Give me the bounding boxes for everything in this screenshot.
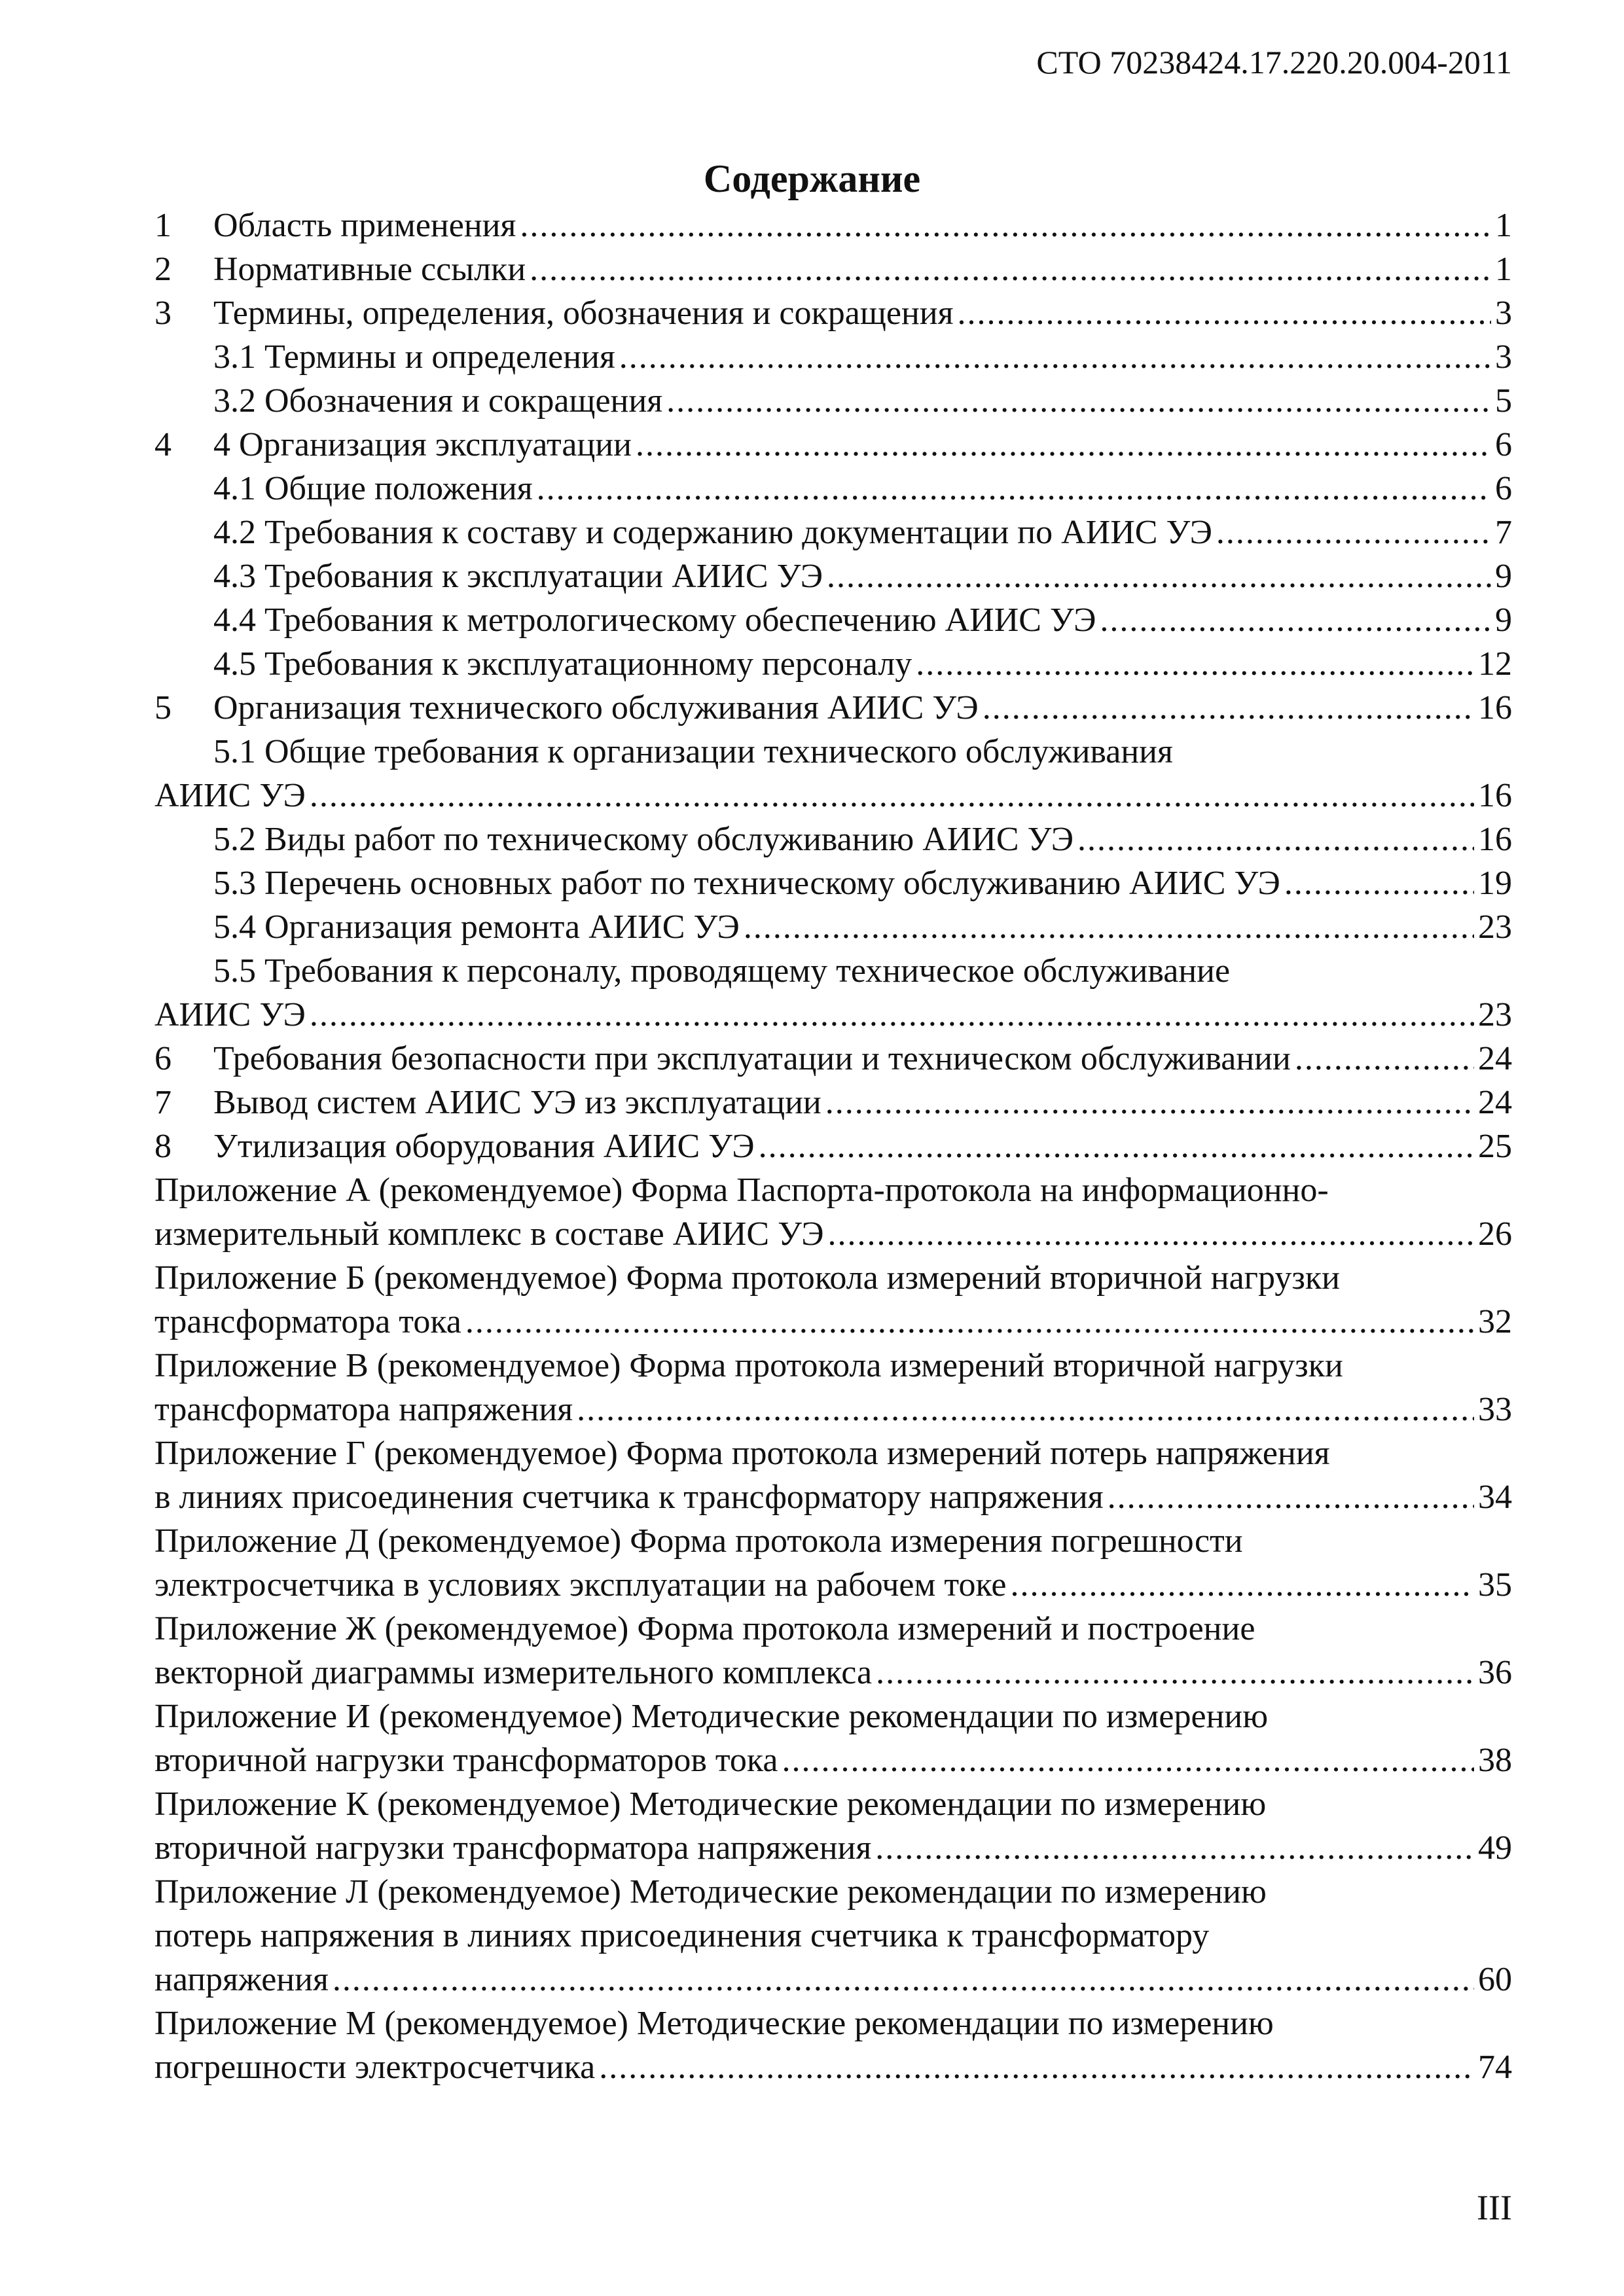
dot-leader [983,686,1474,730]
toc-appendix-title: Приложение Ж (рекомендуемое) Форма протокола измерений и построение [154,1610,1255,1647]
toc-entry-number: 2 [154,251,171,288]
toc-entry[interactable] [154,467,1512,511]
toc-appendix-continuation[interactable] [154,1826,1512,1870]
toc-entry[interactable] [154,686,1512,730]
toc-entry[interactable] [154,861,1512,905]
toc-appendix-title: электросчетчика в условиях эксплуатации на рабочем токе [154,1566,1007,1604]
toc-entry[interactable] [154,949,1512,993]
dot-leader [599,2045,1474,2089]
toc-entry[interactable] [154,291,1512,335]
toc-entry-page: 3 [1495,295,1512,332]
toc-entry[interactable] [154,554,1512,598]
toc-entry-number: 8 [154,1128,171,1165]
toc-entry-title-continuation: АИИС УЭ [154,996,306,1033]
dot-leader [520,204,1491,247]
dot-leader [744,905,1474,949]
toc-appendix-continuation[interactable] [154,1738,1512,1782]
toc-appendix-page: 26 [1478,1215,1512,1253]
toc-entry-title: Требования безопасности при эксплуатации и техническом обслуживании [213,1040,1291,1077]
toc-appendix-entry[interactable] [154,1519,1512,1563]
toc-entry-number: 4 [154,426,171,463]
toc-appendix-entry[interactable] [154,1782,1512,1826]
dot-leader [577,1388,1474,1431]
toc-entry-title: 4 Организация эксплуатации [213,426,632,463]
dot-leader [782,1738,1474,1782]
toc-entry-page: 23 [1478,908,1512,946]
toc-entry-page: 25 [1478,1128,1512,1165]
toc-appendix-title: Приложение Л (рекомендуемое) Методические рекомендации по измерению [154,1873,1267,1910]
toc-appendix-title: в линиях присоединения счетчика к трансформатору напряжения [154,1479,1104,1516]
toc-appendix-page: 49 [1478,1829,1512,1867]
dot-leader [537,467,1491,511]
dot-leader [310,774,1474,817]
toc-entry-page: 12 [1478,645,1512,683]
toc-appendix-continuation[interactable] [154,1958,1512,2001]
dot-leader [1216,511,1491,554]
toc-entry-title: 4.5 Требования к эксплуатационному персоналу [213,645,912,683]
toc-appendix-entry[interactable] [154,1256,1512,1300]
toc-entry-title: 4.4 Требования к метрологическому обеспечению АИИС УЭ [213,601,1096,639]
dot-leader [875,1826,1474,1870]
toc-entry[interactable] [154,1037,1512,1081]
toc-appendix-title: Приложение И (рекомендуемое) Методические рекомендации по измерению [154,1698,1269,1735]
dot-leader [1295,1037,1474,1081]
dot-leader [1108,1475,1474,1519]
page-number: III [1477,2188,1512,2227]
dot-leader [619,335,1491,379]
toc-entry-page: 9 [1495,558,1512,595]
toc-entry-page: 6 [1495,426,1512,463]
toc-entry-title: 4.3 Требования к эксплуатации АИИС УЭ [213,558,823,595]
toc-entry-title: 4.1 Общие положения [213,470,533,507]
toc-entry-title: Нормативные ссылки [213,251,526,288]
toc-entry-page: 9 [1495,601,1512,639]
toc-appendix-entry[interactable] [154,1344,1512,1388]
toc-appendix-title: Приложение М (рекомендуемое) Методические рекомендации по измерению [154,2005,1274,2042]
toc-entry-page: 23 [1478,996,1512,1033]
dot-leader [530,247,1491,291]
dot-leader [828,1212,1474,1256]
toc-entry-title: 5.5 Требования к персоналу, проводящему техническое обслуживание [213,952,1231,990]
toc-appendix-continuation[interactable] [154,1300,1512,1344]
toc-entry-page: 5 [1495,382,1512,420]
toc-entry-title: Вывод систем АИИС УЭ из эксплуатации [213,1084,821,1121]
toc-appendix-continuation[interactable] [154,1914,1512,1958]
toc-entry-continuation[interactable] [154,774,1512,817]
toc-entry-page: 3 [1495,338,1512,376]
toc-appendix-continuation[interactable] [154,2045,1512,2089]
toc-appendix-title: векторной диаграммы измерительного комплекса [154,1654,873,1691]
toc-entry-page: 19 [1478,865,1512,902]
toc-appendix-title: Приложение К (рекомендуемое) Методические рекомендации по измерению [154,1785,1267,1823]
dot-leader [876,1651,1474,1695]
toc-appendix-entry[interactable] [154,1695,1512,1738]
toc-entry-page: 24 [1478,1084,1512,1121]
dot-leader [310,993,1474,1037]
toc-entry-title-continuation: АИИС УЭ [154,777,306,814]
toc-appendix-title: погрешности электросчетчика [154,2049,596,2086]
toc-entry-title: 5.2 Виды работ по техническому обслуживанию АИИС УЭ [213,821,1074,858]
toc-entry-title: Область применения [213,207,516,244]
dot-leader [825,1081,1474,1124]
toc-entry[interactable] [154,247,1512,291]
toc-entry[interactable] [154,730,1512,774]
toc-appendix-title: измерительный комплекс в составе АИИС УЭ [154,1215,824,1253]
toc-appendix-page: 34 [1478,1479,1512,1516]
toc-appendix-page: 35 [1478,1566,1512,1604]
document-code: СТО 70238424.17.220.20.004-2011 [1036,44,1512,81]
dot-leader [1077,817,1474,861]
toc-appendix-title: трансформатора напряжения [154,1391,573,1428]
toc-entry-number: 6 [154,1040,171,1077]
toc-entry[interactable] [154,817,1512,861]
toc-entry-title: 3.2 Обозначения и сокращения [213,382,663,420]
toc-appendix-entry[interactable] [154,1607,1512,1651]
toc-entry-page: 16 [1478,777,1512,814]
dot-leader [1011,1563,1475,1607]
toc-appendix-page: 74 [1478,2049,1512,2086]
toc-entry[interactable] [154,379,1512,423]
toc-appendix-title: потерь напряжения в линиях присоединения счетчика к трансформатору [154,1917,1210,1954]
toc-appendix-entry[interactable] [154,1168,1512,1212]
toc-entry[interactable] [154,905,1512,949]
toc-entry-title: 5.1 Общие требования к организации технического обслуживания [213,733,1173,770]
toc-appendix-title: Приложение Д (рекомендуемое) Форма протокола измерения погрешности [154,1522,1243,1560]
table-of-contents [154,204,1512,2089]
toc-entry-title: 5.4 Организация ремонта АИИС УЭ [213,908,740,946]
dot-leader [759,1124,1474,1168]
toc-entry-number: 1 [154,207,171,244]
toc-appendix-title: Приложение В (рекомендуемое) Форма протокола измерений вторичной нагрузки [154,1347,1343,1384]
toc-appendix-continuation[interactable] [154,1475,1512,1519]
toc-appendix-continuation[interactable] [154,1563,1512,1607]
dot-leader [916,642,1474,686]
dot-leader [1100,598,1491,642]
toc-entry[interactable] [154,1081,1512,1124]
toc-appendix-title: Приложение Г (рекомендуемое) Форма протокола измерений потерь напряжения [154,1435,1330,1472]
toc-entry-page: 6 [1495,470,1512,507]
toc-entry[interactable] [154,1124,1512,1168]
toc-entry-title: 3.1 Термины и определения [213,338,615,376]
page-title: Содержание [703,157,921,200]
dot-leader [1284,861,1474,905]
toc-entry-continuation[interactable] [154,993,1512,1037]
toc-appendix-entry[interactable] [154,1870,1512,1914]
toc-entry-page: 24 [1478,1040,1512,1077]
toc-entry-page: 1 [1495,251,1512,288]
dot-leader [666,379,1491,423]
toc-entry-title: 4.2 Требования к составу и содержанию документации по АИИС УЭ [213,514,1212,551]
toc-appendix-title: трансформатора тока [154,1303,461,1340]
toc-entry-number: 5 [154,689,171,726]
toc-appendix-title: Приложение А (рекомендуемое) Форма Паспорта-протокола на информационно- [154,1172,1329,1209]
toc-appendix-title: вторичной нагрузки трансформаторов тока [154,1742,778,1779]
toc-entry-title: 5.3 Перечень основных работ по техническому обслуживанию АИИС УЭ [213,865,1280,902]
dot-leader [958,291,1491,335]
toc-entry-page: 16 [1478,821,1512,858]
toc-entry-number: 3 [154,295,171,332]
dot-leader [465,1300,1474,1344]
toc-entry[interactable] [154,598,1512,642]
toc-appendix-continuation[interactable] [154,1212,1512,1256]
toc-entry-title: Термины, определения, обозначения и сокращения [213,295,954,332]
toc-appendix-entry[interactable] [154,1431,1512,1475]
dot-leader [827,554,1491,598]
toc-appendix-page: 36 [1478,1654,1512,1691]
toc-entry[interactable] [154,423,1512,467]
toc-entry-page: 16 [1478,689,1512,726]
dot-leader [333,1958,1474,2001]
toc-appendix-page: 33 [1478,1391,1512,1428]
toc-entry[interactable] [154,204,1512,247]
toc-appendix-continuation[interactable] [154,1651,1512,1695]
toc-appendix-page: 38 [1478,1742,1512,1779]
toc-appendix-entry[interactable] [154,2001,1512,2045]
toc-entry-page: 7 [1495,514,1512,551]
toc-appendix-page: 60 [1478,1961,1512,1998]
dot-leader [636,423,1491,467]
toc-entry[interactable] [154,642,1512,686]
toc-appendix-title: Приложение Б (рекомендуемое) Форма протокола измерений вторичной нагрузки [154,1259,1340,1297]
toc-appendix-title: вторичной нагрузки трансформатора напряжения [154,1829,872,1867]
toc-entry[interactable] [154,511,1512,554]
toc-entry-number: 7 [154,1084,171,1121]
toc-entry-title: Утилизация оборудования АИИС УЭ [213,1128,755,1165]
toc-entry-title: Организация технического обслуживания АИИС УЭ [213,689,979,726]
toc-entry-page: 1 [1495,207,1512,244]
toc-appendix-continuation[interactable] [154,1388,1512,1431]
toc-appendix-title: напряжения [154,1961,329,1998]
toc-appendix-page: 32 [1478,1303,1512,1340]
toc-entry[interactable] [154,335,1512,379]
